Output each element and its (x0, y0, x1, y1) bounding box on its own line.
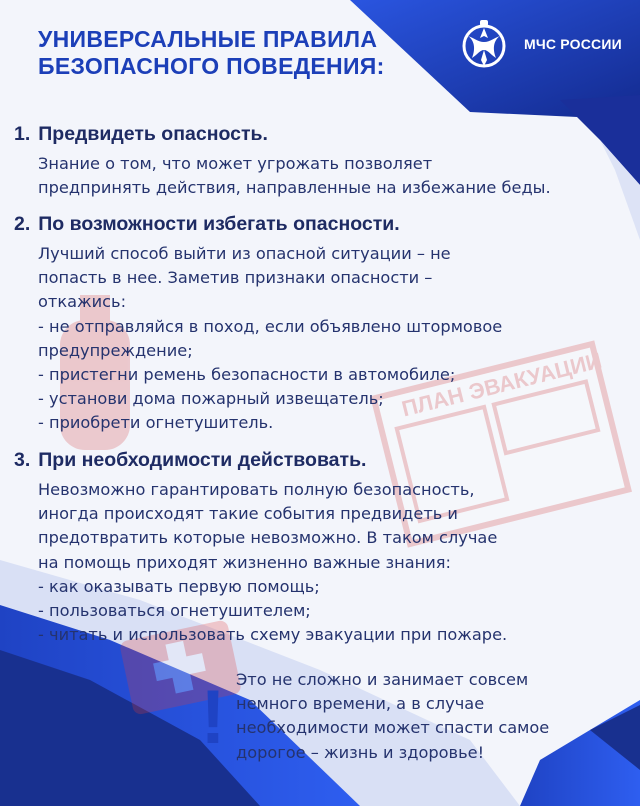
rule-1-title: Предвидеть опасность. (38, 123, 268, 145)
rule-3 (14, 448, 626, 647)
rule-2-line: откажись: (38, 292, 127, 312)
rule-3-line: на помощь приходят жизненно важные знания: (38, 552, 451, 572)
footer-line: необходимости может спасти самое (236, 718, 550, 738)
rule-3-list (38, 575, 626, 648)
page-title-line-2: БЕЗОПАСНОГО ПОВЕДЕНИЯ: (38, 53, 385, 79)
footer-line: Это не сложно и занимает совсем (236, 670, 529, 689)
rule-2-list-item: - не отправляйся в поход, если объявлено штормовое (38, 315, 626, 339)
rule-2-body (38, 242, 626, 436)
rule-3-line: предотвратить которые невозможно. В таком случае (38, 528, 498, 548)
footer-line: немного времени, а в случае (236, 694, 485, 714)
rule-2-list-item: - приобрети огнетушитель. (38, 411, 626, 435)
rule-2-line: Лучший способ выйти из опасной ситуации – не (38, 244, 451, 263)
rule-3-heading (14, 448, 626, 472)
rule-1-heading (14, 122, 626, 146)
rule-1-line: Знание о том, что может угрожать позволяет (38, 154, 433, 173)
plan-label: ПЛАН ЭВАКУАЦИИ (399, 347, 605, 422)
rule-3-line: иногда происходят такие события предвидеть и (38, 504, 458, 524)
footer-line: дорогое – жизнь и здоровье! (236, 742, 485, 762)
rule-2-line: предупреждение; (38, 340, 193, 360)
rule-1-line: предпринять действия, направленные на избежание беды. (38, 178, 551, 198)
rule-3-number: 3. (14, 449, 31, 471)
rule-3-list-item: - как оказывать первую помощь; (38, 575, 626, 599)
rule-1-body (38, 152, 626, 200)
footer-note (236, 668, 631, 765)
rule-2-list-item: - пристегни ремень безопасности в автомобиле; (38, 363, 626, 387)
rule-3-line: Невозможно гарантировать полную безопасность, (38, 480, 475, 499)
rule-3-body (38, 478, 626, 647)
rule-1-number: 1. (14, 123, 31, 145)
rule-2-line: попасть в нее. Заметив признаки опасности – (38, 268, 433, 288)
rule-2-list (38, 315, 626, 339)
rule-2-title: По возможности избегать опасности. (38, 213, 400, 235)
rule-2-list-item: - установи дома пожарный извещатель; (38, 387, 626, 411)
rule-3-list-item: - пользоваться огнетушителем; (38, 599, 626, 623)
exclamation-icon: ! (200, 675, 226, 760)
rule-2-list (38, 363, 626, 436)
page-title-line-1: УНИВЕРСАЛЬНЫЕ ПРАВИЛА (38, 26, 378, 52)
rule-2-heading (14, 212, 626, 236)
rule-3-title: При необходимости действовать. (38, 449, 367, 471)
rule-3-list-item: - читать и использовать схему эвакуации при пожаре. (38, 623, 626, 647)
rule-2 (14, 212, 626, 436)
rule-1 (14, 122, 626, 200)
logo-text: МЧС РОССИИ (524, 36, 622, 52)
rule-2-number: 2. (14, 213, 31, 235)
